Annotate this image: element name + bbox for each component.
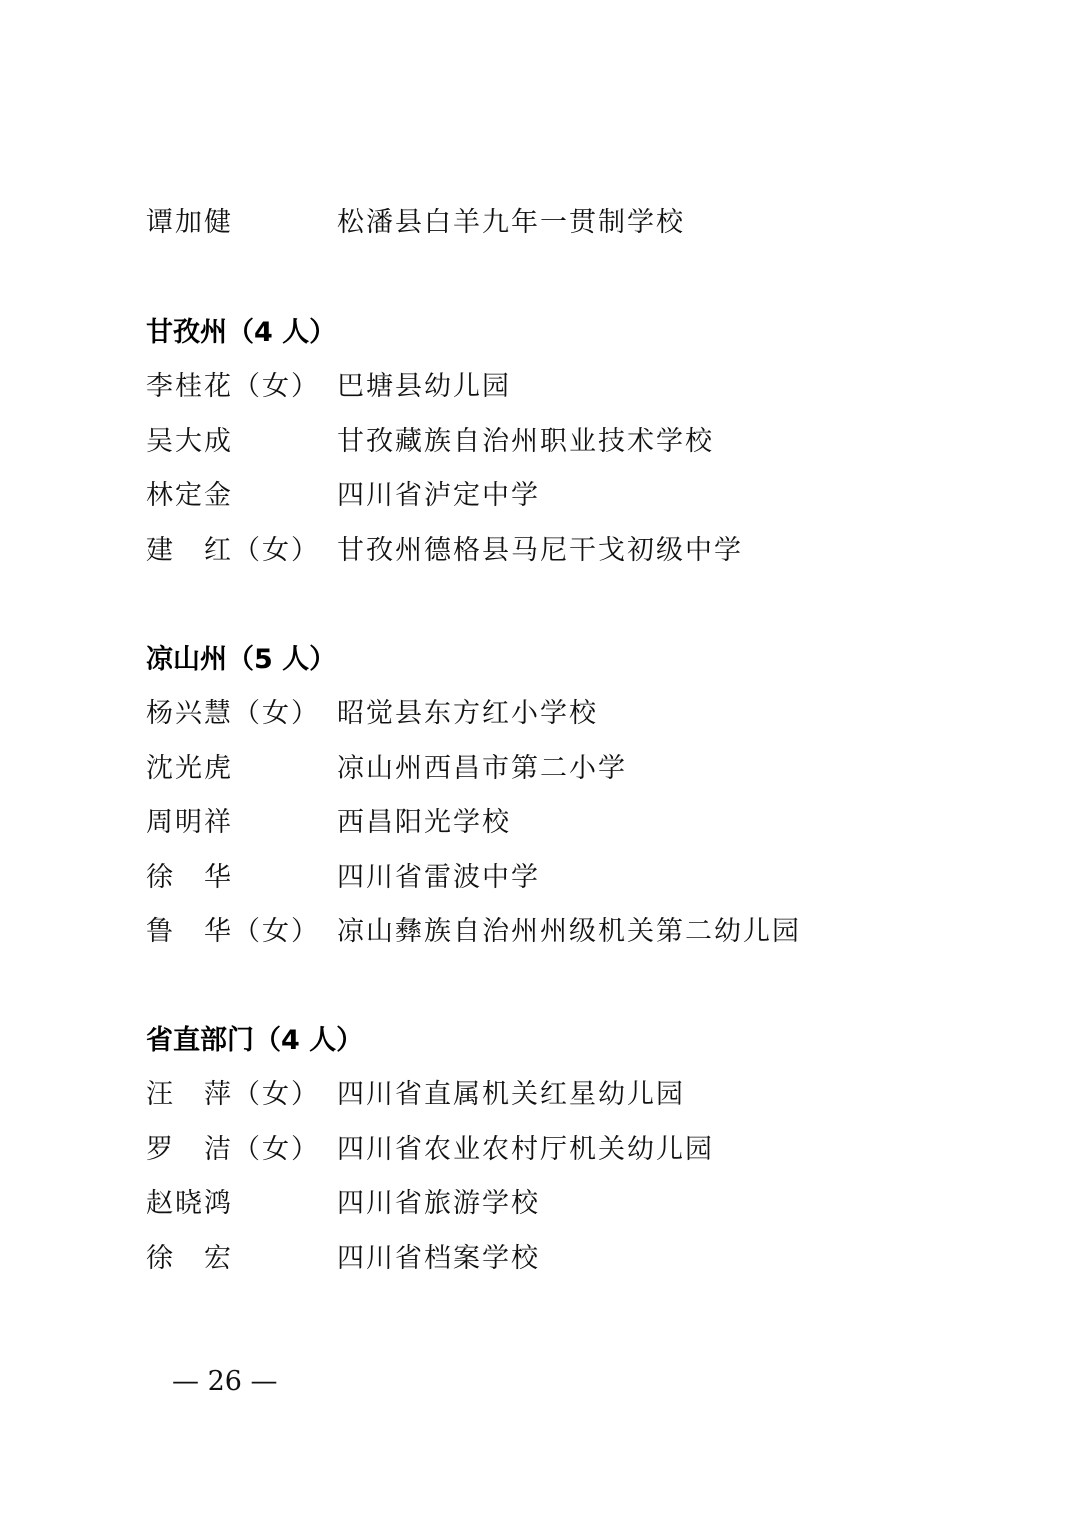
list-item — [146, 367, 1006, 407]
person-name: 林定金 — [146, 480, 233, 511]
person-name: 罗 洁（女） — [146, 1134, 320, 1165]
person-name: 李桂花（女） — [146, 371, 320, 402]
organization-name: 四川省泸定中学 — [337, 480, 540, 511]
person-name: 周明祥 — [146, 807, 233, 838]
list-item — [146, 1184, 1006, 1224]
person-name: 沈光虎 — [146, 753, 233, 784]
organization-name: 西昌阳光学校 — [337, 807, 511, 838]
list-item — [146, 203, 1006, 243]
organization-name: 四川省直属机关红星幼儿园 — [337, 1079, 685, 1110]
list-item — [146, 1239, 1006, 1279]
list-item — [146, 694, 1006, 734]
person-name: 吴大成 — [146, 426, 233, 457]
list-item — [146, 912, 1006, 952]
organization-name: 甘孜州德格县马尼干戈初级中学 — [337, 535, 743, 566]
person-name: 谭加健 — [146, 207, 233, 238]
person-name: 建 红（女） — [146, 535, 320, 566]
person-name: 徐 华 — [146, 862, 233, 893]
list-item — [146, 1130, 1006, 1170]
section-heading: 省直部门（4 人） — [146, 1025, 364, 1056]
organization-name: 四川省档案学校 — [337, 1243, 540, 1274]
list-item — [146, 476, 1006, 516]
list-item — [146, 531, 1006, 571]
list-item — [146, 422, 1006, 462]
person-name: 赵晓鸿 — [146, 1188, 233, 1219]
organization-name: 凉山州西昌市第二小学 — [337, 753, 627, 784]
list-item — [146, 858, 1006, 898]
person-name: 鲁 华（女） — [146, 916, 320, 947]
organization-name: 四川省雷波中学 — [337, 862, 540, 893]
organization-name: 昭觉县东方红小学校 — [337, 698, 598, 729]
section-heading: 凉山州（5 人） — [146, 644, 337, 675]
list-item — [146, 749, 1006, 789]
organization-name: 松潘县白羊九年一贯制学校 — [337, 207, 685, 238]
organization-name: 四川省农业农村厅机关幼儿园 — [337, 1134, 714, 1165]
organization-name: 甘孜藏族自治州职业技术学校 — [337, 426, 714, 457]
list-item — [146, 803, 1006, 843]
section-heading: 甘孜州（4 人） — [146, 317, 337, 348]
organization-name: 四川省旅游学校 — [337, 1188, 540, 1219]
organization-name: 凉山彝族自治州州级机关第二幼儿园 — [337, 916, 801, 947]
organization-name: 巴塘县幼儿园 — [337, 371, 511, 402]
person-name: 徐 宏 — [146, 1243, 233, 1274]
list-item — [146, 1075, 1006, 1115]
page-number: — 26 — — [172, 1366, 278, 1397]
person-name: 杨兴慧（女） — [146, 698, 320, 729]
person-name: 汪 萍（女） — [146, 1079, 320, 1110]
